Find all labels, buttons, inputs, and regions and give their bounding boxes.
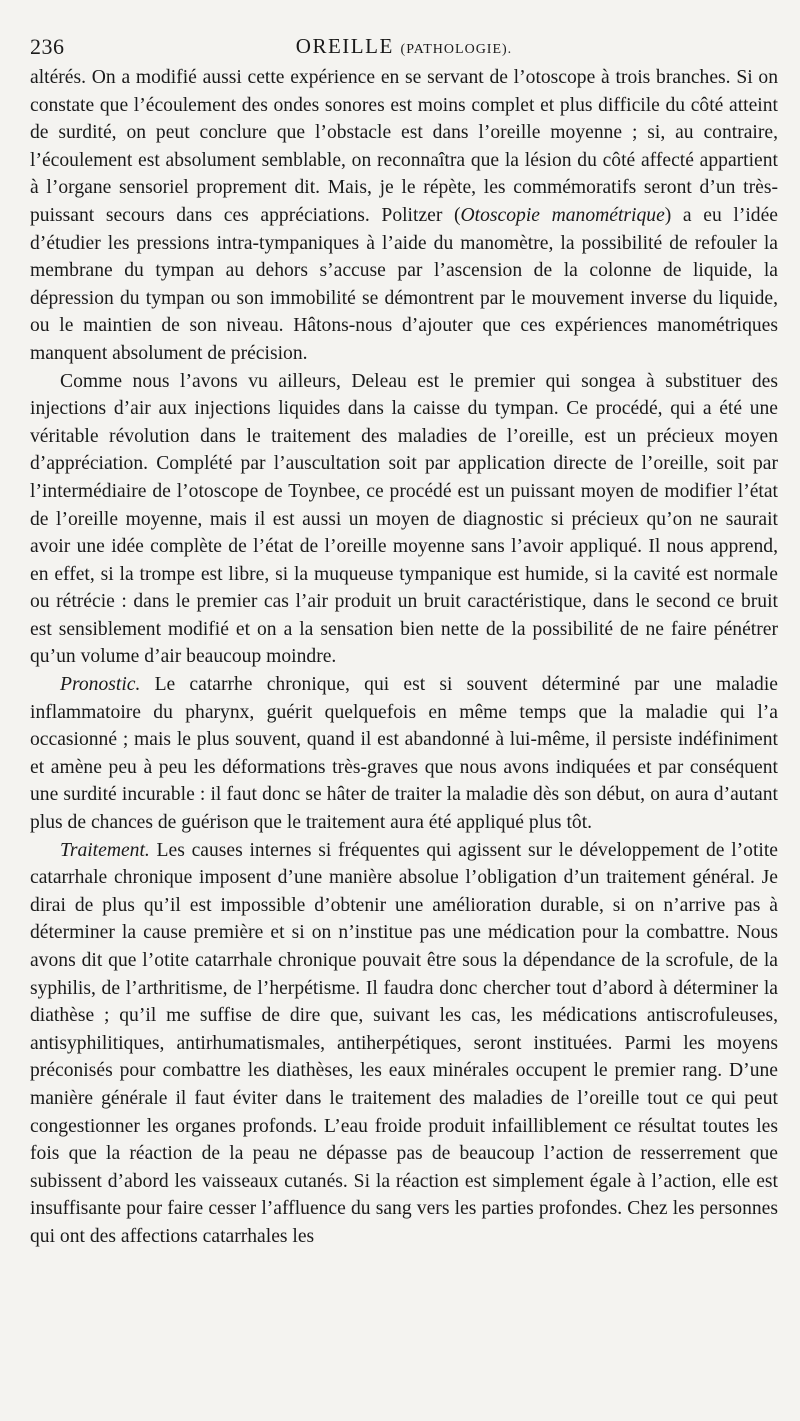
paragraph-2: Comme nous l’avons vu ailleurs, Deleau est le premier qui songea à substituer des injections d’air aux injections liquides dans la caisse du tympan. Ce procédé, qui a été une véritable révolution dans le traitement des maladies de l’oreille, est un précieux moyen d’appréciation. Complété par l’auscultation soit par application directe de l’oreille, soit par l’intermédiaire de l’otoscope de Toynbee, ce procédé est un puissant moyen de modifier l’état de l’oreille moyenne, mais il est aussi un moyen de diagnostic si précieux qu’on ne saurait avoir une idée complète de l’état de l’oreille moyenne sans l’avoir appliqué. Il nous apprend, en effet, si la trompe est libre, si la muqueuse tympanique est humide, si la cavité est normale ou rétrécie : dans le premier cas l’air produit un bruit caractéristique, dans le second ce bruit est sensiblement modifié et on a la sensation bien nette de la possibilité de ne faire pénétrer qu’un volume d’air beaucoup moindre. — [30, 370, 778, 668]
paragraph-1 — [30, 64, 778, 368]
body-text — [30, 64, 778, 1251]
paragraph-1-text-end: ) a eu l’idée d’étudier les pressions intra-tympaniques à l’aide du manomètre, la possibilité de refouler la membrane du tympan au dehors s’accuse par l’ascension de la colonne de liquide, la dépression du tympan ou son immobilité se démontrent par le mouvement inverse du liquide, ou le maintien de son niveau. Hâtons-nous d’ajouter que ces expériences manométriques manquent absolument de précision. — [30, 204, 778, 364]
paragraph-pronostic — [30, 671, 778, 837]
running-title — [30, 34, 778, 59]
paragraph-1-text: altérés. On a modifié aussi cette expérience en se servant de l’otoscope à trois branches. Si on constate que l’écoulement des ondes sonores est moins complet et plus difficile du côté atteint de surdité, on peut conclure que l’obstacle est dans l’oreille moyenne ; si, au contraire, l’écoulement est absolument semblable, on reconnaîtra que la lésion du côté affecté appartient à l’organe sensoriel proprement dit. Mais, je le répète, les commémoratifs seront d’un très-puissant secours dans ces appréciations. Politzer ( — [30, 67, 778, 226]
paragraph-traitement-text: Les causes internes si fréquentes qui agissent sur le développement de l’otite catarrhale chronique imposent d’une manière absolue l’obligation d’un traitement général. Je dirai de plus qu’il est impossible d’obtenir une amélioration durable, si on n’arrive pas à déterminer la cause première et si on n’institue pas une médication pour la combattre. Nous avons dit que l’otite catarrhale chronique pouvait être sous la dépendance de la scrofule, de la syphilis, de l’arthritisme, de l’herpétisme. Il faudra donc chercher tout d’abord à déterminer la diathèse ; qu’il me suffise de dire que, suivant les cas, les médications antiscrofuleuses, antisyphilitiques, antirhumatismales, antiherpétiques, seront instituées. Parmi les moyens préconisés pour combattre les diathèses, les eaux minérales occupent le premier rang. D’une manière générale il faut éviter dans le traitement des maladies de l’oreille tout ce qui peut congestionner les organes profonds. L’eau froide produit infailliblement ce résultat toutes les fois que la réaction de la peau ne dépasse pas de beaucoup l’action de resserrement que subissent d’abord les vaisseaux cutanés. Si la réaction est simplement égale à l’action, elle est insuffisante pour faire cesser l’affluence du sang vers les parties profondes. Chez les personnes qui ont des affections catarrhales les — [30, 839, 778, 1247]
paragraph-1-italic: Otoscopie manométrique — [460, 204, 665, 226]
page-number: 236 — [30, 34, 65, 59]
running-title-main: OREILLE — [295, 34, 394, 58]
paragraph-traitement — [30, 837, 778, 1251]
section-label-pronostic: Pronostic. — [60, 674, 141, 696]
section-label-traitement: Traitement. — [60, 839, 150, 861]
running-head — [30, 30, 778, 60]
paragraph-pronostic-text: Le catarrhe chronique, qui est si souvent déterminé par une maladie inflammatoire du pharynx, guérit quelquefois en même temps que la maladie qui l’a occasionné ; mais le plus souvent, quand il est abandonné à lui-même, il persiste indéfiniment et amène peu à peu les déformations très-graves que nous avons indiquées et par conséquent une surdité incurable : il faut donc se hâter de traiter la maladie dès son début, on aura d’autant plus de chances de guérison que le traitement aura été appliqué plus tôt. — [30, 674, 778, 834]
running-title-sub: (PATHOLOGIE). — [400, 42, 513, 57]
